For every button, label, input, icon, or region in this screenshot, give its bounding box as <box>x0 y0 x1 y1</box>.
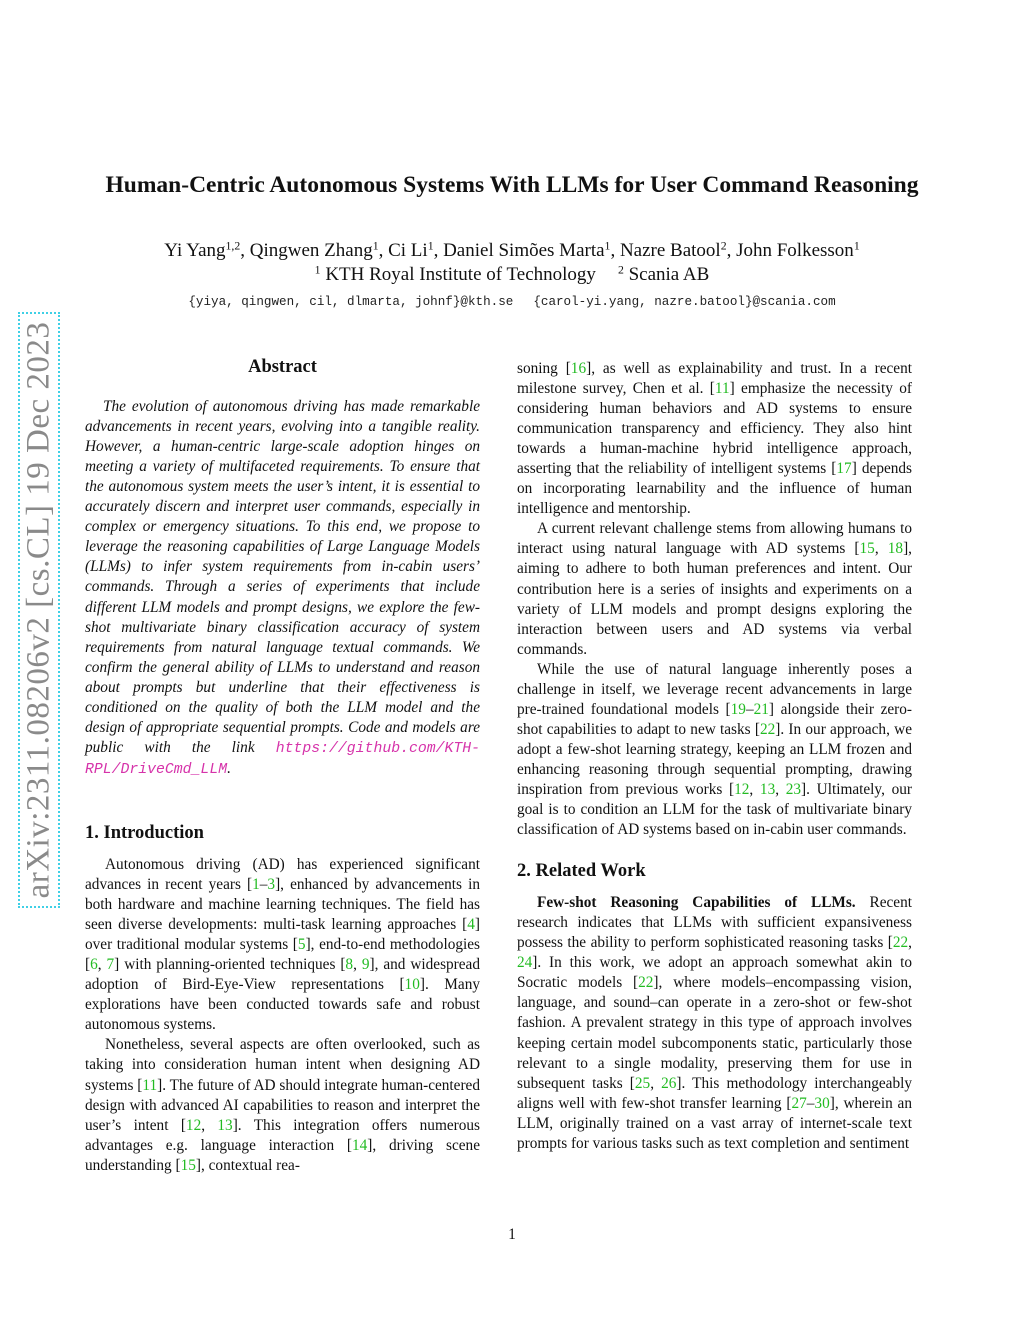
author-affil-mark: 1 <box>427 239 434 253</box>
affiliation-scania: Scania AB <box>623 264 710 285</box>
text-run: ]. Ultimately, our goal is to condition an LLM for the task of multivariate binary classification of AD systems based on in-cabin user commands. <box>517 780 912 839</box>
citation-link[interactable]: 14 <box>352 1136 368 1154</box>
author-name: Yi Yang <box>164 240 226 261</box>
citation-link[interactable]: 10 <box>404 976 420 994</box>
citation-link[interactable]: 4 <box>467 916 475 934</box>
email-scania: {carol-yi.yang, nazre.batool}@scania.com <box>533 295 836 309</box>
intro-paragraph-3 <box>517 359 912 519</box>
text-run: ], end-to-end methodologies [ <box>85 936 480 974</box>
citation-link[interactable]: 9 <box>361 956 370 974</box>
citation-link[interactable]: 22 <box>638 974 654 992</box>
citation-link[interactable]: 13 <box>759 780 776 798</box>
text-run: ], where models–encompassing vision, language, and sound–can operate in a zero-shot or few-shot fashion. A prevalent strategy in this type of approach involves keeping certain model subcomponents static, particularly those relevant to a single modality, preserving them for use in subsequent tasks [ <box>517 974 912 1092</box>
citation-link[interactable]: 30 <box>814 1094 830 1112</box>
text-run: ]. This integration offers numerous advantages e.g. language interaction [ <box>85 1116 480 1154</box>
left-column <box>85 355 480 1176</box>
related-work-heading: 2. Related Work <box>517 861 646 882</box>
text-run: ] depends on incorporating learnability and the influence of human intelligence and mentorship. <box>517 460 913 518</box>
citation-link[interactable]: 23 <box>785 780 802 798</box>
citation-link[interactable]: 27 <box>791 1094 807 1112</box>
citation-link[interactable]: 13 <box>217 1116 233 1134</box>
author-affil-mark: 2 <box>720 239 727 253</box>
affiliation-kth: KTH Royal Institute of Technology <box>320 264 596 285</box>
text-run: , <box>775 780 786 798</box>
text-run: ] over traditional modular systems [ <box>85 916 480 954</box>
text-run: , <box>353 956 362 974</box>
author-list <box>0 240 1024 262</box>
text-run: – <box>806 1094 815 1112</box>
right-column <box>517 359 912 1154</box>
text-run: Autonomous driving (AD) has experienced significant advances in recent years [ <box>85 855 480 894</box>
abstract-heading: Abstract <box>248 357 317 377</box>
page-number: 1 <box>508 1226 516 1243</box>
citation-link[interactable]: 15 <box>180 1156 196 1174</box>
intro-paragraph-5 <box>517 660 912 840</box>
author-name: , Ci Li <box>378 240 428 261</box>
affil-mark: 2 <box>617 263 624 277</box>
citation-link[interactable]: 17 <box>836 460 852 478</box>
arxiv-stamp <box>18 312 60 908</box>
citation-link[interactable]: 26 <box>661 1074 677 1092</box>
related-paragraph-1 <box>517 893 912 1154</box>
abstract-body: The evolution of autonomous driving has made remarkable advancements in recent years, evolving into a tangible reality. However, a human-centric large-scale adoption hinges on meeting a variety of multifaceted requirements. To ensure that the autonomous system meets the user’s intent, it is essential to accurately discern and interpret user commands, especially in complex or emergency situations. To this end, we propose to leverage the reasoning capabilities of Large Language Models (LLMs) to infer system requirements from in-cabin users’ commands. Through a series of experiments that include different LLM models and prompt designs, we explore the few-shot multivariate binary classification accuracy of system requirements from natural language textual commands. We confirm the general ability of LLMs to understand and reason about prompts but underline that their effectiveness is conditioned on the quality of both the LLM model and the design of appropriate sequential prompts. Code and models are public with the link <box>85 398 480 756</box>
text-run: , <box>874 540 888 558</box>
citation-link[interactable]: 15 <box>859 540 875 558</box>
text-run: ] emphasize the necessity of considering human behaviors and AD systems to ensure communication transparency and efficiency. They also hint towards a human-machine hybrid intelligence approach, asserting that the reliability of intelligent systems [ <box>517 380 913 478</box>
citation-link[interactable]: 5 <box>297 936 306 954</box>
text-run: – <box>259 876 268 894</box>
text-run: A current relevant challenge stems from allowing humans to interact using natural language with AD systems [ <box>517 520 912 558</box>
text-run: , <box>908 934 912 952</box>
citation-link[interactable]: 12 <box>185 1116 202 1134</box>
author-name: , Nazre Batool <box>610 240 721 261</box>
paper-title: Human-Centric Autonomous Systems With LLMs for User Command Reasoning <box>105 172 919 198</box>
text-run: ], contextual rea- <box>195 1156 300 1174</box>
text-run: ] with planning-oriented techniques [ <box>114 956 346 974</box>
arxiv-id: arXiv:2311.08206v2 [cs.CL] 19 Dec 2023 <box>20 321 57 899</box>
text-run: ], aiming to adhere to both human preferences and intent. Our contribution here is a series of insights and experiments on a variety of LLM models and prompt designs exploring the interaction between users and AD systems via verbal commands. <box>517 540 912 658</box>
citation-link[interactable]: 21 <box>753 700 769 718</box>
author-affil-mark: 1,2 <box>225 239 241 253</box>
author-name: , Qingwen Zhang <box>240 240 373 261</box>
author-name: , John Folkesson <box>726 240 854 261</box>
text-run: ]. The future of AD should integrate human-centered design with advanced AI capabilities to reason and interpret the user’s intent [ <box>85 1076 480 1134</box>
citation-link[interactable]: 1 <box>252 876 260 894</box>
citation-link[interactable]: 25 <box>634 1074 651 1092</box>
affiliations <box>0 264 1024 286</box>
text-run: , <box>97 956 107 974</box>
author-name: , Daniel Simões Marta <box>433 240 605 261</box>
text-run: soning [ <box>517 360 571 377</box>
citation-link[interactable]: 11 <box>714 380 730 398</box>
text-run: ], enhanced by advancements in both hardware and machine learning techniques. The field has seen diverse developments: multi-task learning approaches [ <box>85 876 480 934</box>
code-link[interactable]: https://github.com/KTH-RPL/DriveCmd_LLM <box>85 740 480 778</box>
emails <box>0 295 1024 309</box>
author-affil-mark: 1 <box>853 239 860 253</box>
text-run: ], as well as explainability and trust. In a recent milestone survey, Chen et al. [ <box>517 360 912 398</box>
email-kth: {yiya, qingwen, cil, dlmarta, johnf}@kth.se <box>188 295 514 309</box>
citation-link[interactable]: 8 <box>345 956 354 974</box>
author-affil-mark: 1 <box>604 239 611 253</box>
text-run: Recent research indicates that LLMs with sufficient expansiveness possess the ability to perform sophisticated reasoning tasks [ <box>517 894 912 952</box>
author-affil-mark: 1 <box>372 239 379 253</box>
text-run: ]. This methodology interchangeably aligns well with few-shot transfer learning [ <box>517 1074 912 1112</box>
intro-paragraph-1 <box>85 855 480 1035</box>
text-run: ] alongside their zero-shot capabilities to adapt to new tasks [ <box>517 700 912 738</box>
abstract-text <box>85 397 480 780</box>
text-run: , <box>749 780 760 798</box>
run-in-heading: Few-shot Reasoning Capabilities of LLMs. <box>537 894 856 912</box>
citation-link[interactable]: 19 <box>730 700 746 718</box>
text-run: ], and widespread adoption of Bird-Eye-View representations [ <box>85 956 480 994</box>
text-run: Nonetheless, several aspects are often overlooked, such as taking into consideration human intent when designing AD systems [ <box>85 1036 480 1094</box>
text-run: ], driving scene understanding [ <box>85 1136 480 1174</box>
intro-heading: 1. Introduction <box>85 822 204 843</box>
citation-link[interactable]: 6 <box>90 956 98 974</box>
intro-paragraph-2 <box>85 1035 480 1175</box>
citation-link[interactable]: 12 <box>734 780 750 798</box>
text-run: , <box>650 1074 662 1092</box>
text-run: While the use of natural language inherently poses a challenge in itself, we leverage recent advancements in large pre-trained foundational models [ <box>517 660 912 718</box>
text-run: ]. Many explorations have been conducted towards safe and robust autonomous systems. <box>85 976 480 1034</box>
citation-link[interactable]: 18 <box>887 540 904 558</box>
citation-link[interactable]: 7 <box>106 956 115 974</box>
citation-link[interactable]: 22 <box>892 934 909 952</box>
text-run: ]. In our approach, we adopt a few-shot learning strategy, keeping an LLM frozen and enhancing reasoning through sequential prompting, drawing inspiration from previous works [ <box>517 720 912 798</box>
text-run: ], wherein an LLM, originally trained on a vast array of internet-scale text prompts for various tasks such as text completion and sentiment <box>517 1094 912 1152</box>
citation-link[interactable]: 22 <box>759 720 776 738</box>
citation-link[interactable]: 11 <box>142 1076 158 1094</box>
affil-mark: 1 <box>314 263 321 277</box>
citation-link[interactable]: 24 <box>517 954 533 972</box>
abstract-end: . <box>227 759 231 777</box>
text-run: , <box>201 1116 218 1134</box>
citation-link[interactable]: 16 <box>570 360 587 377</box>
text-run: – <box>745 700 754 718</box>
citation-link[interactable]: 3 <box>267 876 276 894</box>
text-run: ]. In this work, we adopt an approach somewhat akin to Socratic models [ <box>517 954 912 992</box>
intro-paragraph-4 <box>517 519 912 659</box>
